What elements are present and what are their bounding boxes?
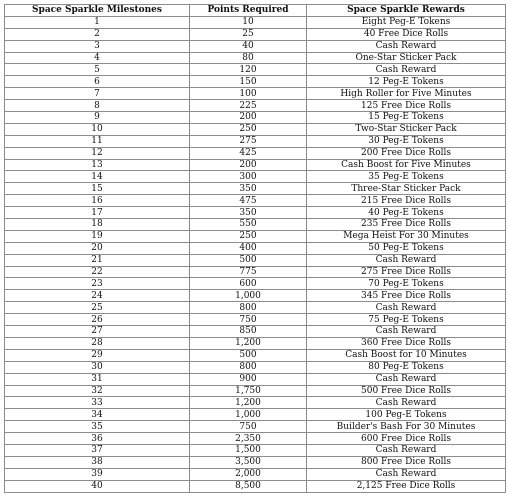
reward-cell: 2,125 Free Dice Rolls [307, 480, 506, 492]
reward-cell: Cash Boost for 10 Minutes [307, 349, 506, 361]
points-cell: 800 [190, 361, 307, 373]
milestone-cell: 30 [5, 361, 190, 373]
points-cell: 350 [190, 207, 307, 219]
reward-cell: 15 Peg-E Tokens [307, 112, 506, 124]
points-cell: 250 [190, 123, 307, 135]
reward-cell: Cash Reward [307, 397, 506, 409]
table-row [5, 219, 506, 231]
points-cell: 900 [190, 373, 307, 385]
milestone-cell: 34 [5, 409, 190, 421]
milestone-cell: 3 [5, 40, 190, 52]
header-rewards: Space Sparkle Rewards [307, 5, 506, 17]
points-cell: 800 [190, 302, 307, 314]
milestone-cell: 36 [5, 433, 190, 445]
milestone-cell: 33 [5, 397, 190, 409]
reward-cell: 200 Free Dice Rolls [307, 147, 506, 159]
table-row [5, 314, 506, 326]
points-cell: 775 [190, 266, 307, 278]
milestones-table [4, 4, 506, 493]
milestone-cell: 16 [5, 195, 190, 207]
reward-cell: 275 Free Dice Rolls [307, 266, 506, 278]
reward-cell: Cash Reward [307, 444, 506, 456]
points-cell: 275 [190, 135, 307, 147]
table-row [5, 28, 506, 40]
table-row [5, 326, 506, 338]
milestone-cell: 32 [5, 385, 190, 397]
points-cell: 850 [190, 326, 307, 338]
milestone-cell: 14 [5, 171, 190, 183]
table-row [5, 361, 506, 373]
milestone-cell: 20 [5, 242, 190, 254]
table-row [5, 40, 506, 52]
points-cell: 1,000 [190, 290, 307, 302]
points-cell: 2,000 [190, 468, 307, 480]
points-cell: 600 [190, 278, 307, 290]
reward-cell: 40 Peg-E Tokens [307, 207, 506, 219]
points-cell: 425 [190, 147, 307, 159]
table-row [5, 195, 506, 207]
milestone-cell: 8 [5, 100, 190, 112]
milestone-cell: 19 [5, 230, 190, 242]
points-cell: 250 [190, 230, 307, 242]
milestone-cell: 24 [5, 290, 190, 302]
milestone-cell: 25 [5, 302, 190, 314]
points-cell: 8,500 [190, 480, 307, 492]
milestone-cell: 4 [5, 52, 190, 64]
table-row [5, 278, 506, 290]
points-cell: 500 [190, 254, 307, 266]
points-cell: 1,750 [190, 385, 307, 397]
points-cell: 225 [190, 100, 307, 112]
reward-cell: 125 Free Dice Rolls [307, 100, 506, 112]
reward-cell: Cash Reward [307, 40, 506, 52]
reward-cell: Two-Star Sticker Pack [307, 123, 506, 135]
reward-cell: Builder's Bash For 30 Minutes [307, 421, 506, 433]
table-body [5, 16, 506, 492]
reward-cell: 35 Peg-E Tokens [307, 171, 506, 183]
table-row [5, 444, 506, 456]
table-row [5, 76, 506, 88]
table-row [5, 242, 506, 254]
reward-cell: Cash Reward [307, 302, 506, 314]
reward-cell: Mega Heist For 30 Minutes [307, 230, 506, 242]
points-cell: 350 [190, 183, 307, 195]
reward-cell: 360 Free Dice Rolls [307, 337, 506, 349]
reward-cell: Eight Peg-E Tokens [307, 16, 506, 28]
reward-cell: 12 Peg-E Tokens [307, 76, 506, 88]
points-cell: 200 [190, 159, 307, 171]
table-row [5, 254, 506, 266]
table-row [5, 123, 506, 135]
table-row [5, 159, 506, 171]
milestone-cell: 6 [5, 76, 190, 88]
table-row [5, 135, 506, 147]
header-milestones: Space Sparkle Milestones [5, 5, 190, 17]
table-header-row [5, 5, 506, 17]
table-row [5, 409, 506, 421]
milestone-cell: 27 [5, 326, 190, 338]
reward-cell: 50 Peg-E Tokens [307, 242, 506, 254]
milestone-cell: 10 [5, 123, 190, 135]
table-row [5, 266, 506, 278]
milestone-cell: 26 [5, 314, 190, 326]
reward-cell: 500 Free Dice Rolls [307, 385, 506, 397]
milestone-cell: 15 [5, 183, 190, 195]
points-cell: 1,000 [190, 409, 307, 421]
milestone-cell: 11 [5, 135, 190, 147]
milestone-cell: 2 [5, 28, 190, 40]
points-cell: 2,350 [190, 433, 307, 445]
reward-cell: 100 Peg-E Tokens [307, 409, 506, 421]
reward-cell: 600 Free Dice Rolls [307, 433, 506, 445]
milestone-cell: 7 [5, 88, 190, 100]
milestone-cell: 28 [5, 337, 190, 349]
reward-cell: Cash Boost for Five Minutes [307, 159, 506, 171]
table-row [5, 456, 506, 468]
points-cell: 120 [190, 64, 307, 76]
table-row [5, 183, 506, 195]
table-row [5, 468, 506, 480]
reward-cell: 235 Free Dice Rolls [307, 219, 506, 231]
reward-cell: Cash Reward [307, 64, 506, 76]
milestone-cell: 22 [5, 266, 190, 278]
table-row [5, 16, 506, 28]
points-cell: 100 [190, 88, 307, 100]
table-row [5, 147, 506, 159]
reward-cell: Cash Reward [307, 468, 506, 480]
table-row [5, 112, 506, 124]
reward-cell: 40 Free Dice Rolls [307, 28, 506, 40]
reward-cell: 215 Free Dice Rolls [307, 195, 506, 207]
milestone-cell: 37 [5, 444, 190, 456]
milestone-cell: 17 [5, 207, 190, 219]
points-cell: 550 [190, 219, 307, 231]
table-row [5, 207, 506, 219]
table-row [5, 52, 506, 64]
points-cell: 40 [190, 40, 307, 52]
points-cell: 400 [190, 242, 307, 254]
points-cell: 80 [190, 52, 307, 64]
milestone-cell: 1 [5, 16, 190, 28]
points-cell: 10 [190, 16, 307, 28]
milestone-cell: 21 [5, 254, 190, 266]
reward-cell: Cash Reward [307, 373, 506, 385]
points-cell: 1,500 [190, 444, 307, 456]
table-row [5, 397, 506, 409]
milestone-cell: 13 [5, 159, 190, 171]
reward-cell: 75 Peg-E Tokens [307, 314, 506, 326]
milestone-cell: 23 [5, 278, 190, 290]
milestone-cell: 9 [5, 112, 190, 124]
table-row [5, 88, 506, 100]
table-row [5, 100, 506, 112]
milestone-cell: 5 [5, 64, 190, 76]
milestone-cell: 31 [5, 373, 190, 385]
table-row [5, 337, 506, 349]
milestone-cell: 38 [5, 456, 190, 468]
points-cell: 3,500 [190, 456, 307, 468]
reward-cell: 80 Peg-E Tokens [307, 361, 506, 373]
reward-cell: 800 Free Dice Rolls [307, 456, 506, 468]
points-cell: 475 [190, 195, 307, 207]
points-cell: 200 [190, 112, 307, 124]
reward-cell: Cash Reward [307, 254, 506, 266]
table-row [5, 421, 506, 433]
table-row [5, 230, 506, 242]
milestone-cell: 18 [5, 219, 190, 231]
milestone-cell: 12 [5, 147, 190, 159]
points-cell: 1,200 [190, 337, 307, 349]
table-row [5, 349, 506, 361]
points-cell: 150 [190, 76, 307, 88]
header-points-required: Points Required [190, 5, 307, 17]
points-cell: 500 [190, 349, 307, 361]
table-row [5, 385, 506, 397]
table-row [5, 480, 506, 492]
milestone-cell: 35 [5, 421, 190, 433]
reward-cell: High Roller for Five Minutes [307, 88, 506, 100]
table-row [5, 290, 506, 302]
points-cell: 750 [190, 314, 307, 326]
reward-cell: One-Star Sticker Pack [307, 52, 506, 64]
table-row [5, 433, 506, 445]
reward-cell: 30 Peg-E Tokens [307, 135, 506, 147]
points-cell: 300 [190, 171, 307, 183]
reward-cell: 70 Peg-E Tokens [307, 278, 506, 290]
points-cell: 750 [190, 421, 307, 433]
table-row [5, 171, 506, 183]
table-row [5, 373, 506, 385]
milestone-cell: 40 [5, 480, 190, 492]
reward-cell: Three-Star Sticker Pack [307, 183, 506, 195]
table-row [5, 64, 506, 76]
reward-cell: 345 Free Dice Rolls [307, 290, 506, 302]
reward-cell: Cash Reward [307, 326, 506, 338]
table-row [5, 302, 506, 314]
milestone-cell: 29 [5, 349, 190, 361]
points-cell: 1,200 [190, 397, 307, 409]
milestone-cell: 39 [5, 468, 190, 480]
points-cell: 25 [190, 28, 307, 40]
milestones-table-container [4, 4, 506, 493]
